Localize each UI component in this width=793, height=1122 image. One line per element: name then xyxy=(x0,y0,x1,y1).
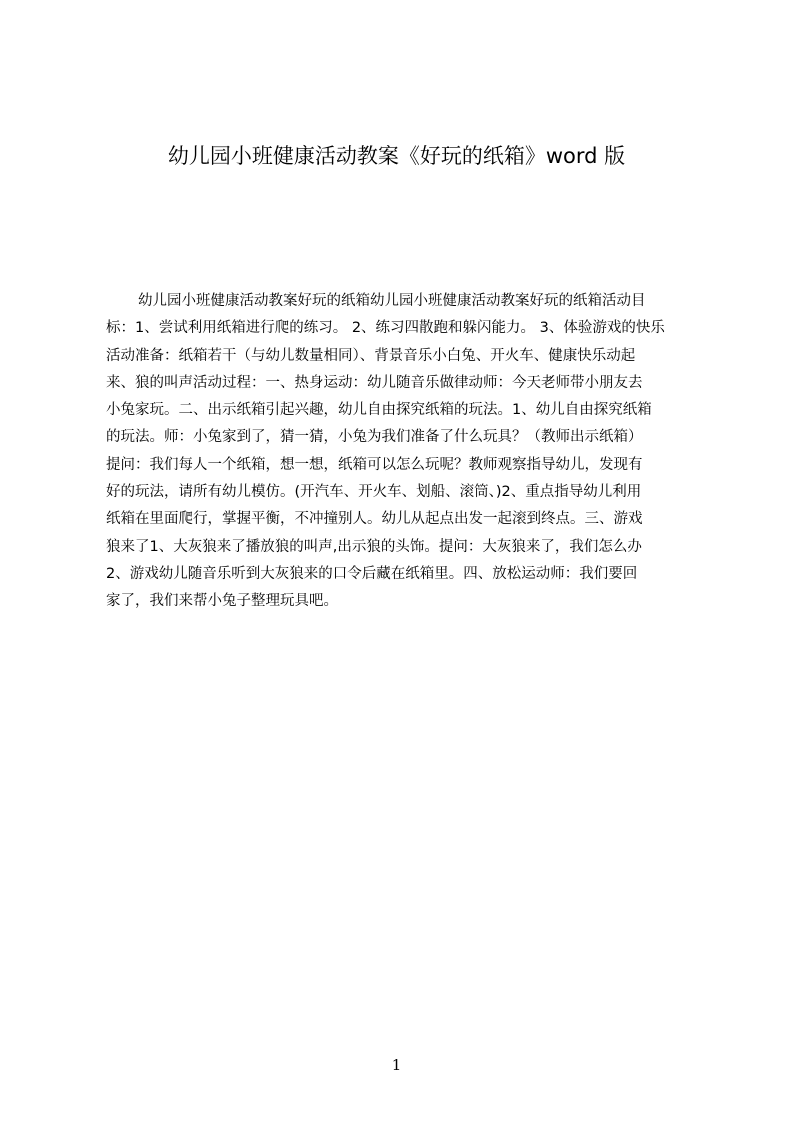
document-title: 幼儿园小班健康活动教案《好玩的纸箱》word 版 xyxy=(167,144,626,168)
body-line: 好的玩法，请所有幼儿模仿。(开汽车、开火车、划船、滚筒、)2、重点指导幼儿利用 xyxy=(106,484,642,501)
body-line: 幼儿园小班健康活动教案好玩的纸箱幼儿园小班健康活动教案好玩的纸箱活动目 xyxy=(138,293,646,309)
body-line: 狼来了1、大灰狼来了播放狼的叫声,出示狼的头饰。提问：大灰狼来了，我们怎么办 xyxy=(106,538,642,555)
page-number: 1 xyxy=(391,1056,402,1074)
document-body xyxy=(106,288,698,618)
body-line: 纸箱在里面爬行，掌握平衡，不冲撞别人。幼儿从起点出发一起滚到终点。三、游戏 xyxy=(106,511,643,528)
body-line: 的玩法。师：小兔家到了，猜一猜，小兔为我们准备了什么玩具？（教师出示纸箱） xyxy=(106,429,643,446)
body-line: 家了，我们来帮小兔子整理玩具吧。 xyxy=(106,593,338,610)
body-line: 小兔家玩。二、出示纸箱引起兴趣，幼儿自由探究纸箱的玩法。1、幼儿自由探究纸箱 xyxy=(106,402,652,419)
body-line: 2、游戏幼儿随音乐听到大灰狼来的口令后藏在纸箱里。四、放松运动师：我们要回 xyxy=(106,565,638,582)
body-line: 提问：我们每人一个纸箱，想一想，纸箱可以怎么玩呢？教师观察指导幼儿，发现有 xyxy=(106,456,643,473)
body-line: 标：1、尝试利用纸箱进行爬的练习。 2、练习四散跑和躲闪能力。 3、体验游戏的快乐 xyxy=(106,320,665,337)
body-line: 活动准备：纸箱若干（与幼儿数量相同）、背景音乐小白兔、开火车、健康快乐动起 xyxy=(106,347,636,364)
body-line: 来、狼的叫声活动过程：一、热身运动：幼儿随音乐做律动师：今天老师带小朋友去 xyxy=(106,374,643,391)
